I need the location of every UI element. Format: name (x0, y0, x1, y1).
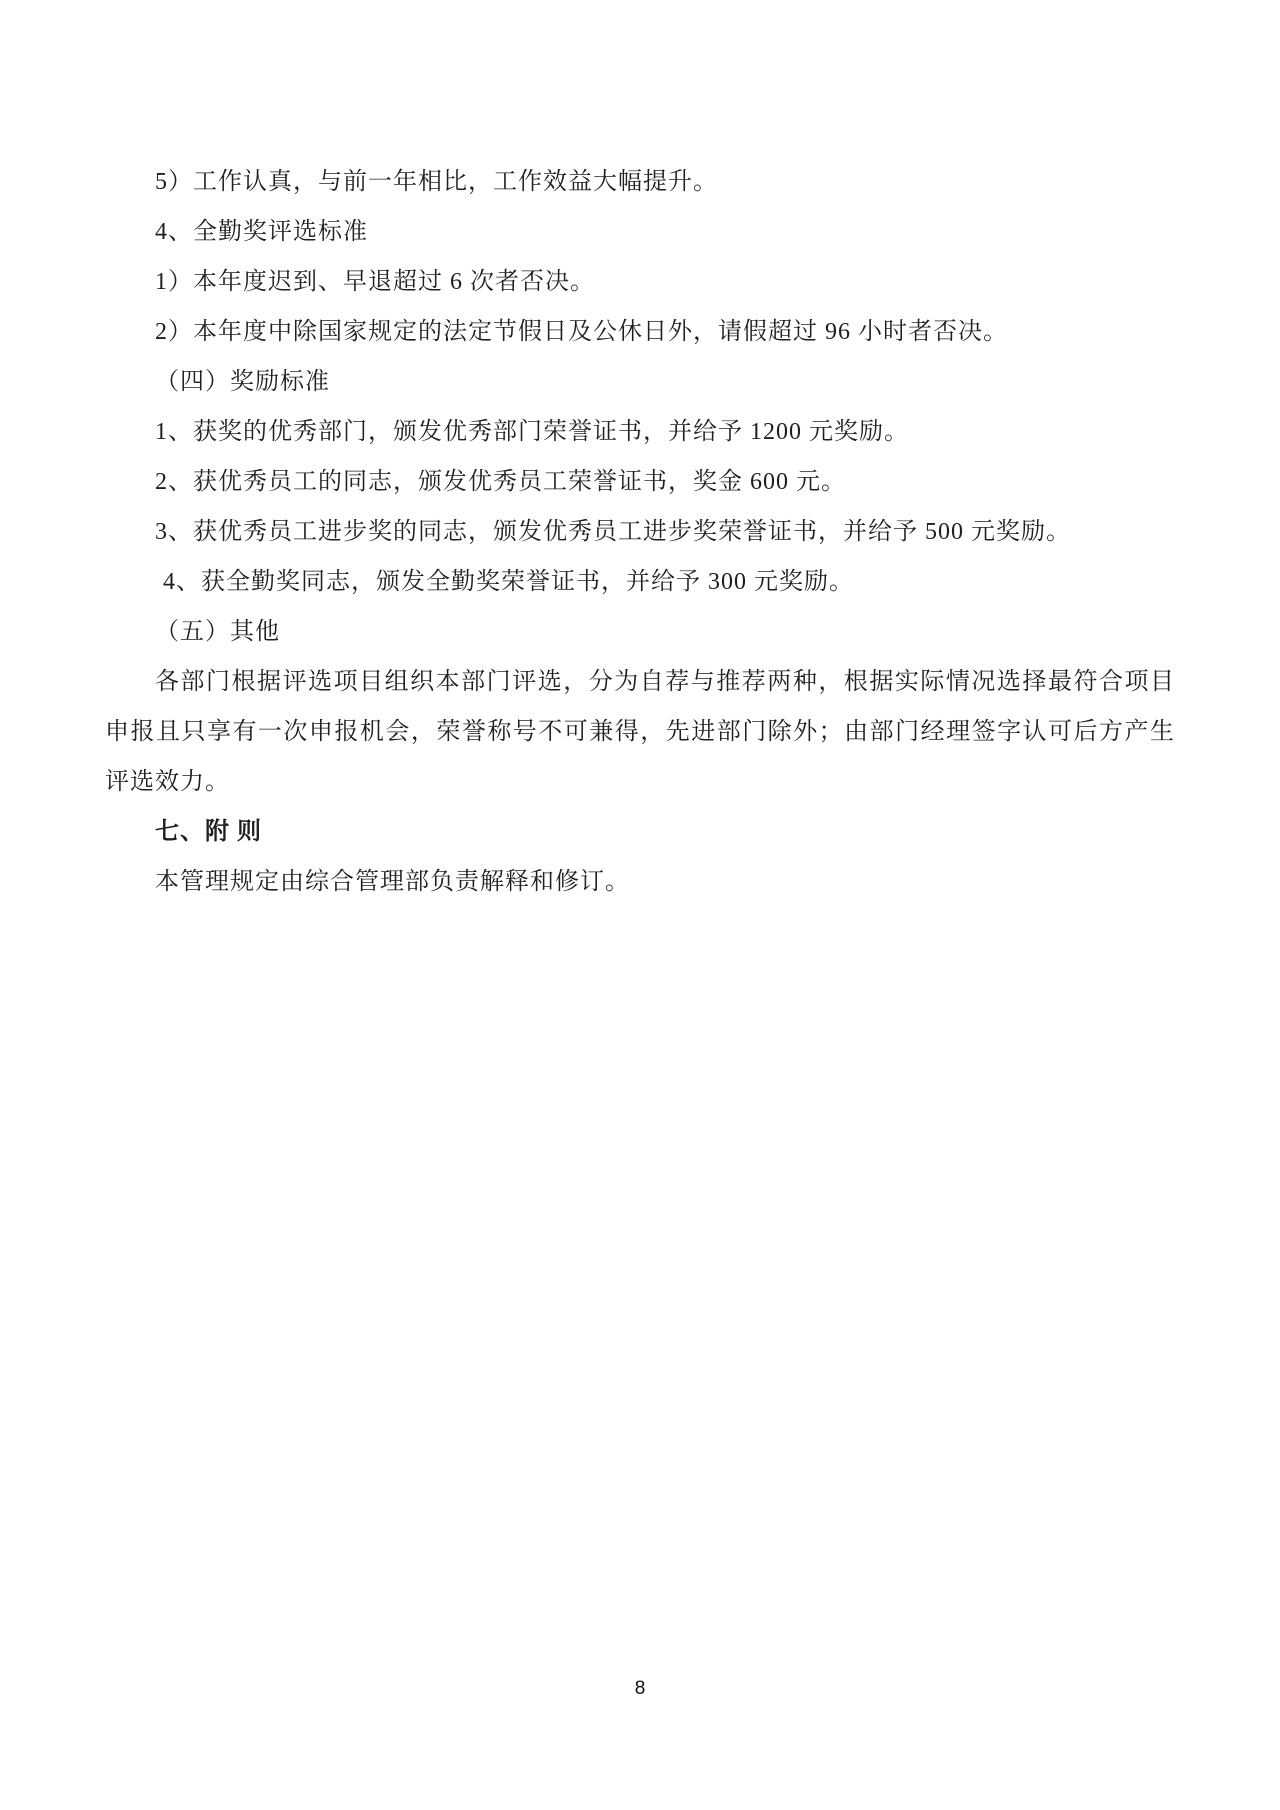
document-body (105, 157, 1175, 907)
text-line: 各部门根据评选项目组织本部门评选，分为自荐与推荐两种，根据实际情况选择最符合项目 (155, 669, 1175, 695)
text-line: 3、获优秀员工进步奖的同志，颁发优秀员工进步奖荣誉证书，并给予 500 元奖励。 (155, 519, 1071, 545)
text-line: 1、获奖的优秀部门，颁发优秀部门荣誉证书，并给予 1200 元奖励。 (155, 419, 909, 445)
text-line: 七、附 则 (155, 819, 262, 845)
text-line: 评选效力。 (105, 769, 230, 795)
page-number: 8 (634, 1678, 646, 1699)
text-line: 5）工作认真，与前一年相比，工作效益大幅提升。 (155, 169, 718, 195)
text-line: 1）本年度迟到、早退超过 6 次者否决。 (155, 269, 595, 295)
text-line: 本管理规定由综合管理部负责解释和修订。 (155, 869, 630, 895)
text-line: （四）奖励标准 (155, 369, 330, 395)
text-line: （五）其他 (155, 619, 280, 645)
text-line: 2）本年度中除国家规定的法定节假日及公休日外，请假超过 96 小时者否决。 (155, 319, 1008, 345)
text-line: 4、获全勤奖同志，颁发全勤奖荣誉证书，并给予 300 元奖励。 (163, 569, 854, 595)
text-line: 4、全勤奖评选标准 (155, 219, 368, 245)
text-line: 2、获优秀员工的同志，颁发优秀员工荣誉证书，奖金 600 元。 (155, 469, 846, 495)
text-line: 申报且只享有一次申报机会，荣誉称号不可兼得，先进部门除外；由部门经理签字认可后方产生 (105, 719, 1175, 745)
